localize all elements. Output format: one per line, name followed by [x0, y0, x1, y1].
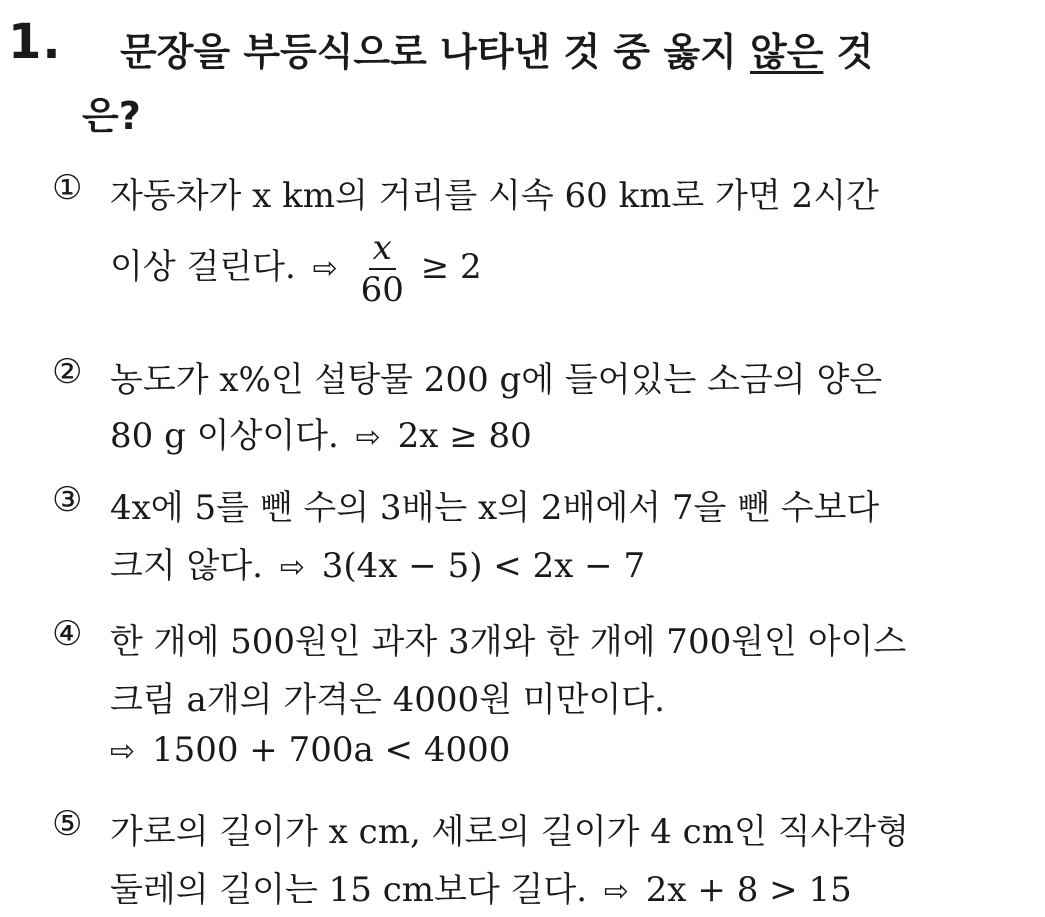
choice-1-line2-text: 이상 걸린다. [110, 247, 296, 287]
fraction-denominator: 60 [360, 270, 404, 310]
fraction-numerator: x [369, 228, 396, 270]
choice-1-line2 [110, 228, 482, 310]
choice-3-mark: ③ [52, 480, 83, 520]
choice-2-line1: 농도가 x%인 설탕물 200 g에 들어있는 소금의 양은 [110, 360, 883, 400]
choice-2-inequality: 2x ≥ 80 [397, 416, 532, 456]
choice-3-line2 [110, 538, 645, 587]
arrow-icon: ⇨ [110, 734, 136, 769]
question-stem-part1: 문장을 부등식으로 나타낸 것 중 옳지 [120, 30, 750, 74]
choice-2-mark: ② [52, 352, 83, 392]
choice-1[interactable] [52, 168, 1012, 318]
choice-2-line2 [110, 408, 532, 457]
choice-5-line2 [110, 862, 852, 911]
choice-4-line1: 한 개에 500원인 과자 3개와 한 개에 700원인 아이스 [110, 622, 907, 662]
choice-3-line2-text: 크지 않다. [110, 546, 263, 586]
choice-5-inequality: 2x + 8 > 15 [645, 870, 852, 910]
choice-1-line1: 자동차가 x km의 거리를 시속 60 km로 가면 2시간 [110, 176, 879, 216]
choice-1-mark: ① [52, 168, 83, 208]
choice-5-line2-text: 둘레의 길이는 15 cm보다 길다. [110, 870, 588, 910]
fraction [361, 228, 404, 310]
choice-2-line2-text: 80 g 이상이다. [110, 416, 339, 456]
arrow-icon: ⇨ [279, 550, 305, 585]
arrow-icon: ⇨ [312, 251, 338, 286]
question-stem [82, 20, 1020, 148]
choice-3[interactable] [52, 480, 1012, 590]
question-stem-emphasis: 않은 [750, 30, 824, 74]
arrow-icon: ⇨ [355, 420, 381, 455]
choice-4[interactable] [52, 614, 1012, 784]
choice-4-line2: 크림 a개의 가격은 4000원 미만이다. [110, 680, 665, 720]
question-stem-part2: 것 [823, 30, 874, 74]
choice-3-line1: 4x에 5를 뺀 수의 3배는 x의 2배에서 7을 뺀 수보다 [110, 488, 880, 528]
choice-5-mark: ⑤ [52, 804, 83, 844]
question-stem-line2: 은? [82, 94, 141, 138]
choice-5[interactable] [52, 804, 1012, 914]
choice-5-line1: 가로의 길이가 x cm, 세로의 길이가 4 cm인 직사각형 [110, 812, 909, 852]
choice-4-line3 [110, 730, 510, 770]
arrow-icon: ⇨ [603, 874, 629, 909]
choice-2[interactable] [52, 352, 1012, 462]
question-number: 1. [8, 14, 62, 70]
choice-3-inequality: 3(4x − 5) < 2x − 7 [321, 546, 646, 586]
choice-1-inequality: ≥ 2 [420, 247, 482, 287]
choice-4-inequality: 1500 + 700a < 4000 [151, 730, 511, 770]
choice-4-mark: ④ [52, 614, 83, 654]
